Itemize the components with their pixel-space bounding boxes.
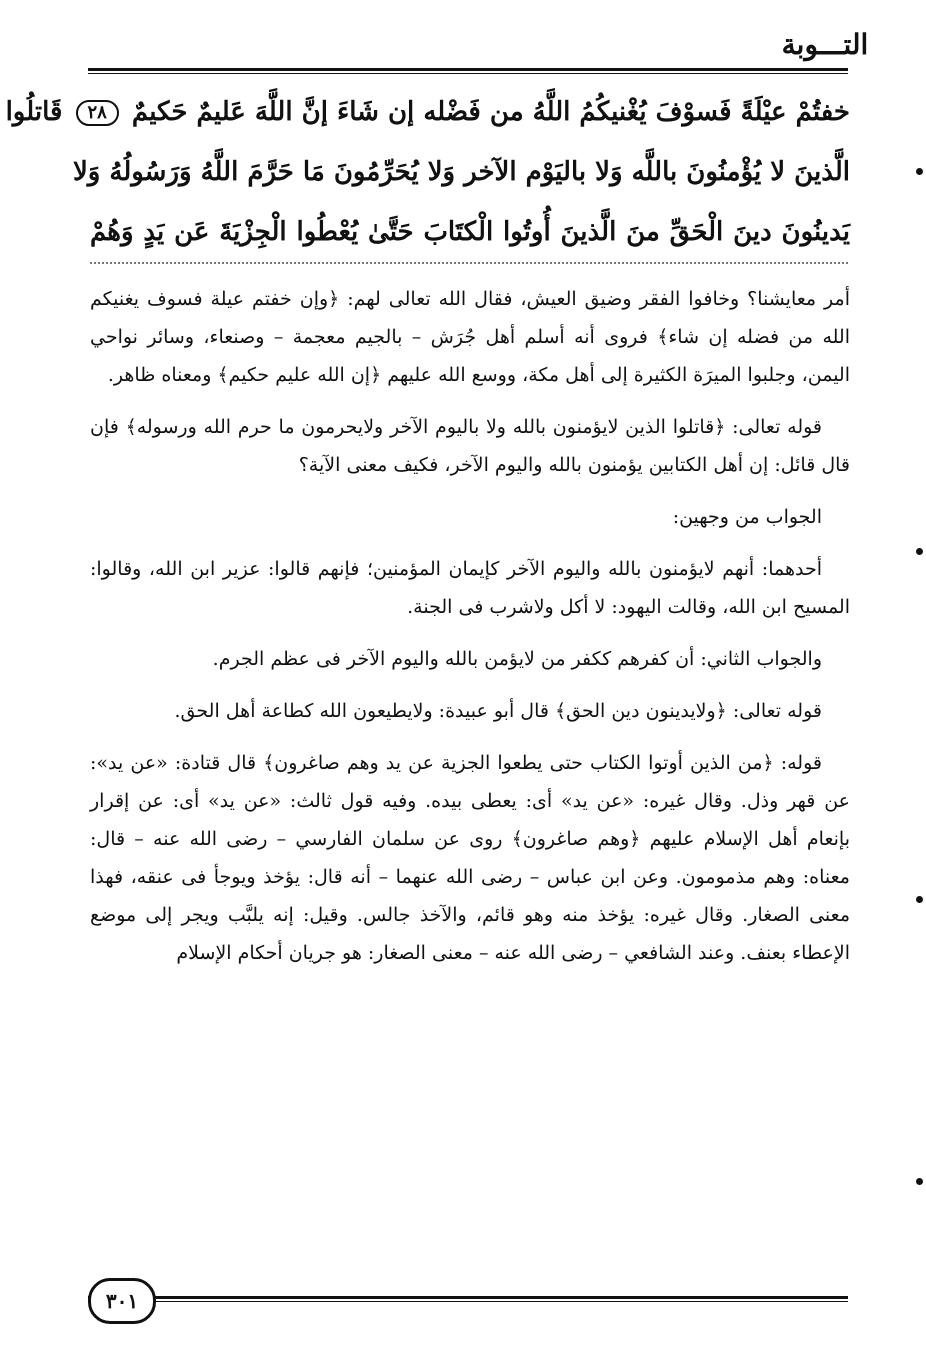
page-number: ٣٠١ bbox=[88, 1278, 156, 1324]
paragraph-7-line-1: قوله: ﴿من الذين أوتوا الكتاب حتى يطعوا الجزية عن يد وهم صاغرون﴾ قال bbox=[227, 752, 822, 774]
quran-line-1-end: قَاتلُوا bbox=[5, 97, 63, 127]
paragraph-4 bbox=[90, 550, 850, 626]
paragraph-6-line-1: قوله تعالى: ﴿ولايدينون دين الحق﴾ قال أبو عبيدة: ولايطيعون الله كطاعة أهل bbox=[225, 700, 822, 722]
paragraph-1 bbox=[90, 280, 850, 394]
paragraph-6 bbox=[90, 692, 850, 730]
quran-line-1-text: خفتُمْ عيْلَةً فَسوْفَ يُغْنيكُمُ اللَّهُ من فَضْله إن شَاءَ إنَّ اللَّهَ عَليمٌ حَكيمٌ bbox=[131, 97, 850, 127]
paragraph-7-line-2: قتادة: «عن يد»: عن قهر وذل. وقال غيره: «عن يد» أى: يعطى بيده. وفيه قول bbox=[90, 752, 850, 812]
header-rule bbox=[88, 68, 848, 71]
header-rule-thin bbox=[88, 73, 848, 74]
paragraph-1-line-4: عليهم ﴿إن الله عليم حكيم﴾ ومعناه ظاهر. bbox=[107, 364, 433, 386]
margin-dot bbox=[916, 1178, 923, 1185]
margin-dot bbox=[916, 548, 923, 555]
quran-line-1 bbox=[5, 82, 850, 142]
paragraph-7-line-6: يؤخذ منه وهو قائم، والآخذ جالس. وقيل: إنه يلبَّب ويجر إلى موضع الإعطاء bbox=[90, 904, 850, 964]
paragraph-6-line-2: الحق. bbox=[174, 700, 220, 722]
paragraph-7-line-7: بعنف. وعند الشافعي – رضى الله عنه – معنى الصغار: هو جريان أحكام الإسلام bbox=[176, 942, 787, 964]
paragraph-2-line-2: ورسوله﴾ فإن قال قائل: إن أهل الكتابين يؤمنون بالله واليوم الآخر، فكيف معنى bbox=[90, 416, 850, 476]
paragraph-5-line-1: والجواب الثاني: أن كفرهم ككفر من لايؤمن بالله واليوم الآخر فى عظم الجرم. bbox=[212, 648, 822, 670]
paragraph-1-line-3: – وصنعاء، وسائر نواحي اليمن، وجلبوا الميرَة الكثيرة إلى أهل مكة، ووسع الله bbox=[90, 326, 850, 386]
quran-verse-block bbox=[5, 82, 850, 262]
paragraph-3-line-1: الجواب من وجهين: bbox=[672, 506, 822, 528]
paragraph-1-line-1: أمر معايشنا؟ وخافوا الفقر وضيق العيش، فقال الله تعالى لهم: ﴿وإن خفتم عيلة bbox=[210, 288, 850, 310]
footer-rule bbox=[88, 1296, 848, 1299]
paragraph-2-line-1: قوله تعالى: ﴿قاتلوا الذين لايؤمنون بالله ولا باليوم الآخر ولايحرمون ما حرم الله bbox=[203, 416, 823, 438]
paragraph-5 bbox=[90, 640, 850, 678]
paragraph-7 bbox=[90, 744, 850, 972]
running-header-surah-title: التـــوبة bbox=[781, 28, 869, 61]
footer-rule-thin bbox=[88, 1301, 848, 1302]
paragraph-7-line-5: رضى الله عنهما – أنه قال: يؤخذ ويوجأ فى عنقه، فهذا معنى الصغار. وقال غيره: bbox=[90, 866, 850, 926]
paragraph-2-line-3: الآية؟ bbox=[298, 454, 341, 476]
paragraph-2 bbox=[90, 408, 850, 484]
quran-line-3: يَدينُونَ دينَ الْحَقِّ منَ الَّذينَ أُوتُوا الْكتَابَ حَتَّىٰ يُعْطُوا الْجِزْيَةَ عَن يَدٍ وَهُمْ bbox=[90, 217, 850, 247]
paragraph-3 bbox=[90, 498, 850, 536]
ayah-number-marker: ٢٨ bbox=[76, 100, 119, 126]
paragraph-4-line-1: أحدهما: أنهم لايؤمنون بالله واليوم الآخر كإيمان المؤمنين؛ فإنهم قالوا: عزير ابن bbox=[190, 558, 822, 580]
verse-commentary-separator bbox=[90, 262, 848, 264]
paragraph-4-line-2: الله، وقالوا: المسيح ابن الله، وقالت اليهود: لا أكل ولاشرب فى الجنة. bbox=[90, 558, 850, 618]
quran-line-2: الَّذينَ لا يُؤْمنُونَ باللَّه وَلا باليَوْم الآخر وَلا يُحَرِّمُونَ مَا حَرَّمَ اللَّهُ وَرَسُولُهُ وَلا bbox=[72, 157, 850, 187]
paragraph-1-line-2: فسوف يغنيكم الله من فضله إن شاء﴾ فروى أنه أسلم أهل جُرَش – بالجيم معجمة bbox=[90, 288, 850, 348]
margin-dot bbox=[916, 168, 923, 175]
paragraph-7-line-3: ثالث: «عن يد» أى: عن إقرار بإنعام أهل الإسلام عليهم ﴿وهم صاغرون﴾ روى عن bbox=[90, 790, 851, 850]
margin-dot bbox=[916, 896, 923, 903]
paragraph-7-line-4: سلمان الفارسي – رضى الله عنه – قال: معناه: وهم مذمومون. وعن ابن عباس – bbox=[90, 828, 850, 888]
commentary-text bbox=[90, 280, 850, 986]
